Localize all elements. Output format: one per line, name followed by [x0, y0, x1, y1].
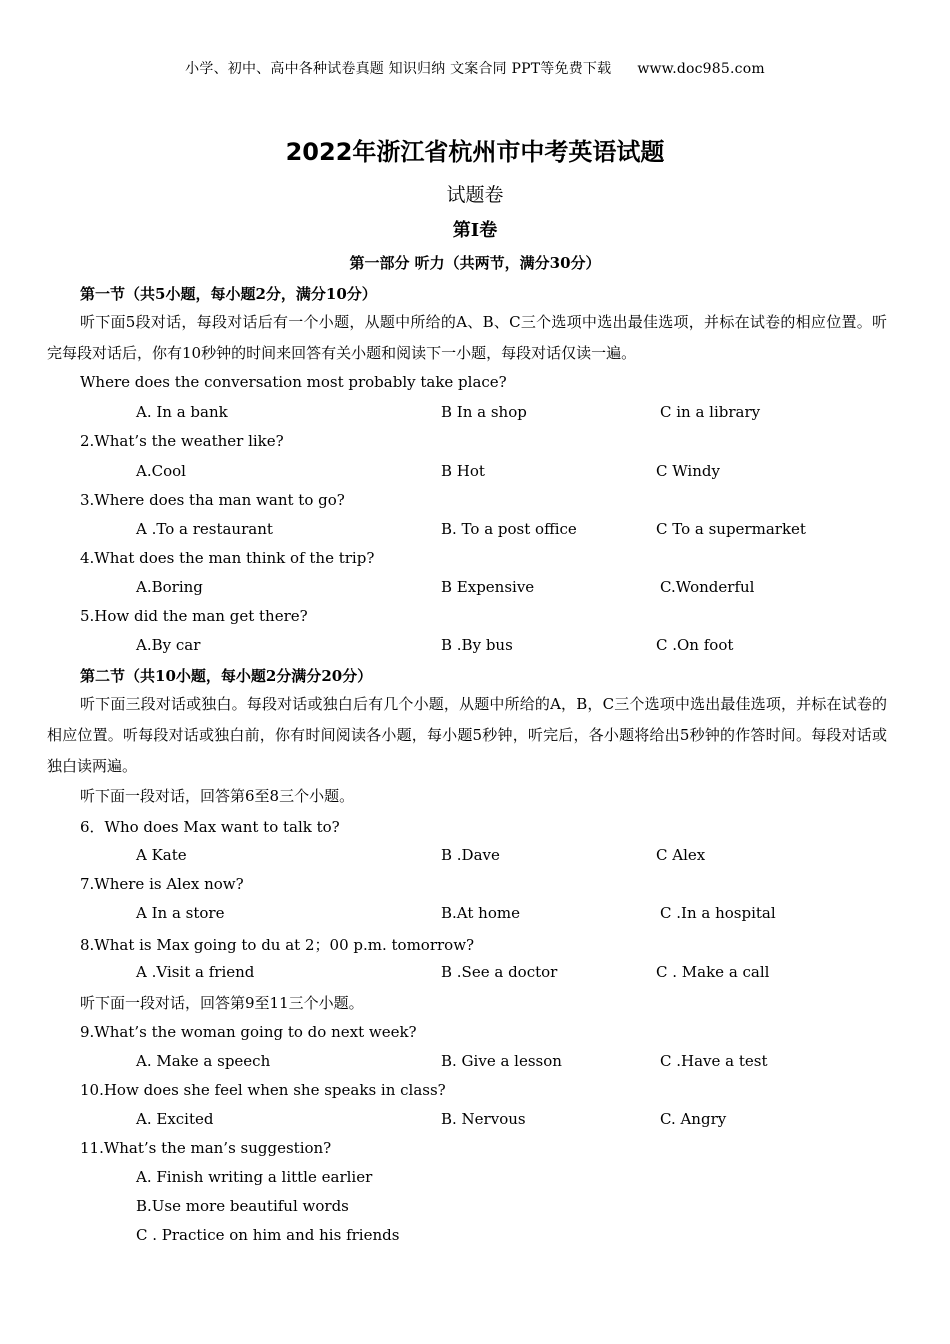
- option-c: C. Angry: [660, 1110, 727, 1128]
- question-11-option-c-row: [0, 1226, 950, 1248]
- option-a: A In a store: [136, 904, 225, 922]
- option-c: C Alex: [656, 846, 706, 864]
- question-11-option-b-row: [0, 1197, 950, 1219]
- option-c: C . Practice on him and his friends: [136, 1226, 400, 1244]
- option-c: C .In a hospital: [660, 904, 776, 922]
- option-a: A. Make a speech: [136, 1052, 271, 1070]
- question-4: 4.What does the man think of the trip?: [80, 549, 375, 567]
- section-two-instructions: 听下面三段对话或独白。每段对话或独白后有几个小题，从题中所给的A，B，C三个选项中选出最佳选项，并标在试卷的相应位置。听每段对话或独白前，你有时间阅读各小题，每小题5秒钟，听完后，各小题将给出5秒钟的作答时间。每段对话或独白读两遍。: [47, 695, 887, 775]
- question-3: 3.Where does tha man want to go?: [80, 491, 345, 509]
- option-a: A .To a restaurant: [136, 520, 273, 538]
- question-6: 6．Who does Max want to talk to?: [80, 818, 340, 836]
- option-a: A.Boring: [136, 578, 203, 596]
- exam-subtitle: 试题卷: [446, 184, 504, 206]
- volume-heading: 第I卷: [452, 220, 498, 241]
- header-text: 小学、初中、高中各种试卷真题 知识归纳 文案合同 PPT等免费下载: [185, 61, 612, 77]
- option-b: B .Dave: [441, 846, 500, 864]
- question-9-options: [0, 1052, 950, 1074]
- option-c: C in a library: [660, 403, 761, 421]
- option-c: C Windy: [656, 462, 720, 480]
- option-b: B Expensive: [441, 578, 535, 596]
- option-a: A.Cool: [136, 462, 186, 480]
- option-a: A.By car: [136, 636, 201, 654]
- question-2: 2.What’s the weather like?: [80, 432, 284, 450]
- option-a: A. In a bank: [136, 403, 228, 421]
- question-7-options: [0, 904, 950, 926]
- question-4-options: [0, 578, 950, 600]
- option-c: C To a supermarket: [656, 520, 806, 538]
- option-a: A. Finish writing a little earlier: [136, 1168, 373, 1186]
- question-8-options: [0, 963, 950, 985]
- question-10-options: [0, 1110, 950, 1132]
- exam-title: 2022年浙江省杭州市中考英语试题: [285, 138, 665, 166]
- option-b: B Hot: [441, 462, 485, 480]
- option-b: B. Nervous: [441, 1110, 526, 1128]
- question-5-options: [0, 636, 950, 658]
- dialogue-1-intro: 听下面一段对话，回答第6至8三个小题。: [80, 787, 355, 805]
- question-2-options: [0, 462, 950, 484]
- option-b: B In a shop: [441, 403, 527, 421]
- option-c: C .On foot: [656, 636, 734, 654]
- dialogue-2-intro: 听下面一段对话，回答第9至11三个小题。: [80, 994, 364, 1012]
- question-8: 8.What is Max going to du at 2；00 p.m. tomorrow?: [80, 936, 475, 954]
- question-7: 7.Where is Alex now?: [80, 875, 244, 893]
- section-two-heading: 第二节（共10小题，每小题2分满分20分）: [80, 667, 373, 685]
- option-c: C . Make a call: [656, 963, 770, 981]
- option-b: B .By bus: [441, 636, 513, 654]
- option-a: A .Visit a friend: [136, 963, 255, 981]
- option-a: A Kate: [136, 846, 187, 864]
- section-one-heading: 第一节（共5小题，每小题2分，满分10分）: [80, 285, 377, 303]
- option-c: C.Wonderful: [660, 578, 755, 596]
- option-b: B.At home: [441, 904, 520, 922]
- section-one-instructions: 听下面5段对话，每段对话后有一个小题，从题中所给的A、B、C三个选项中选出最佳选项，并标在试卷的相应位置。听完每段对话后，你有10秒钟的时间来回答有关小题和阅读下一小题，每段对话仅读一遍。: [47, 313, 887, 362]
- question-3-options: [0, 520, 950, 542]
- option-b: B .See a doctor: [441, 963, 558, 981]
- question-11: 11.What’s the man’s suggestion?: [80, 1139, 332, 1157]
- option-b: B. To a post office: [441, 520, 577, 538]
- option-b: B.Use more beautiful words: [136, 1197, 349, 1215]
- page-header: [0, 58, 950, 78]
- option-a: A. Excited: [136, 1110, 214, 1128]
- header-site: www.doc985.com: [637, 61, 765, 77]
- question-6-options: [0, 846, 950, 868]
- question-9: 9.What’s the woman going to do next week?: [80, 1023, 417, 1041]
- question-1: Where does the conversation most probably take place?: [80, 373, 507, 391]
- option-b: B. Give a lesson: [441, 1052, 562, 1070]
- question-11-option-a-row: [0, 1168, 950, 1190]
- option-c: C .Have a test: [660, 1052, 768, 1070]
- part-one-heading: 第一部分 听力（共两节，满分30分）: [349, 254, 601, 272]
- question-10: 10.How does she feel when she speaks in class?: [80, 1081, 446, 1099]
- question-1-options: [0, 403, 950, 425]
- question-5: 5.How did the man get there?: [80, 607, 308, 625]
